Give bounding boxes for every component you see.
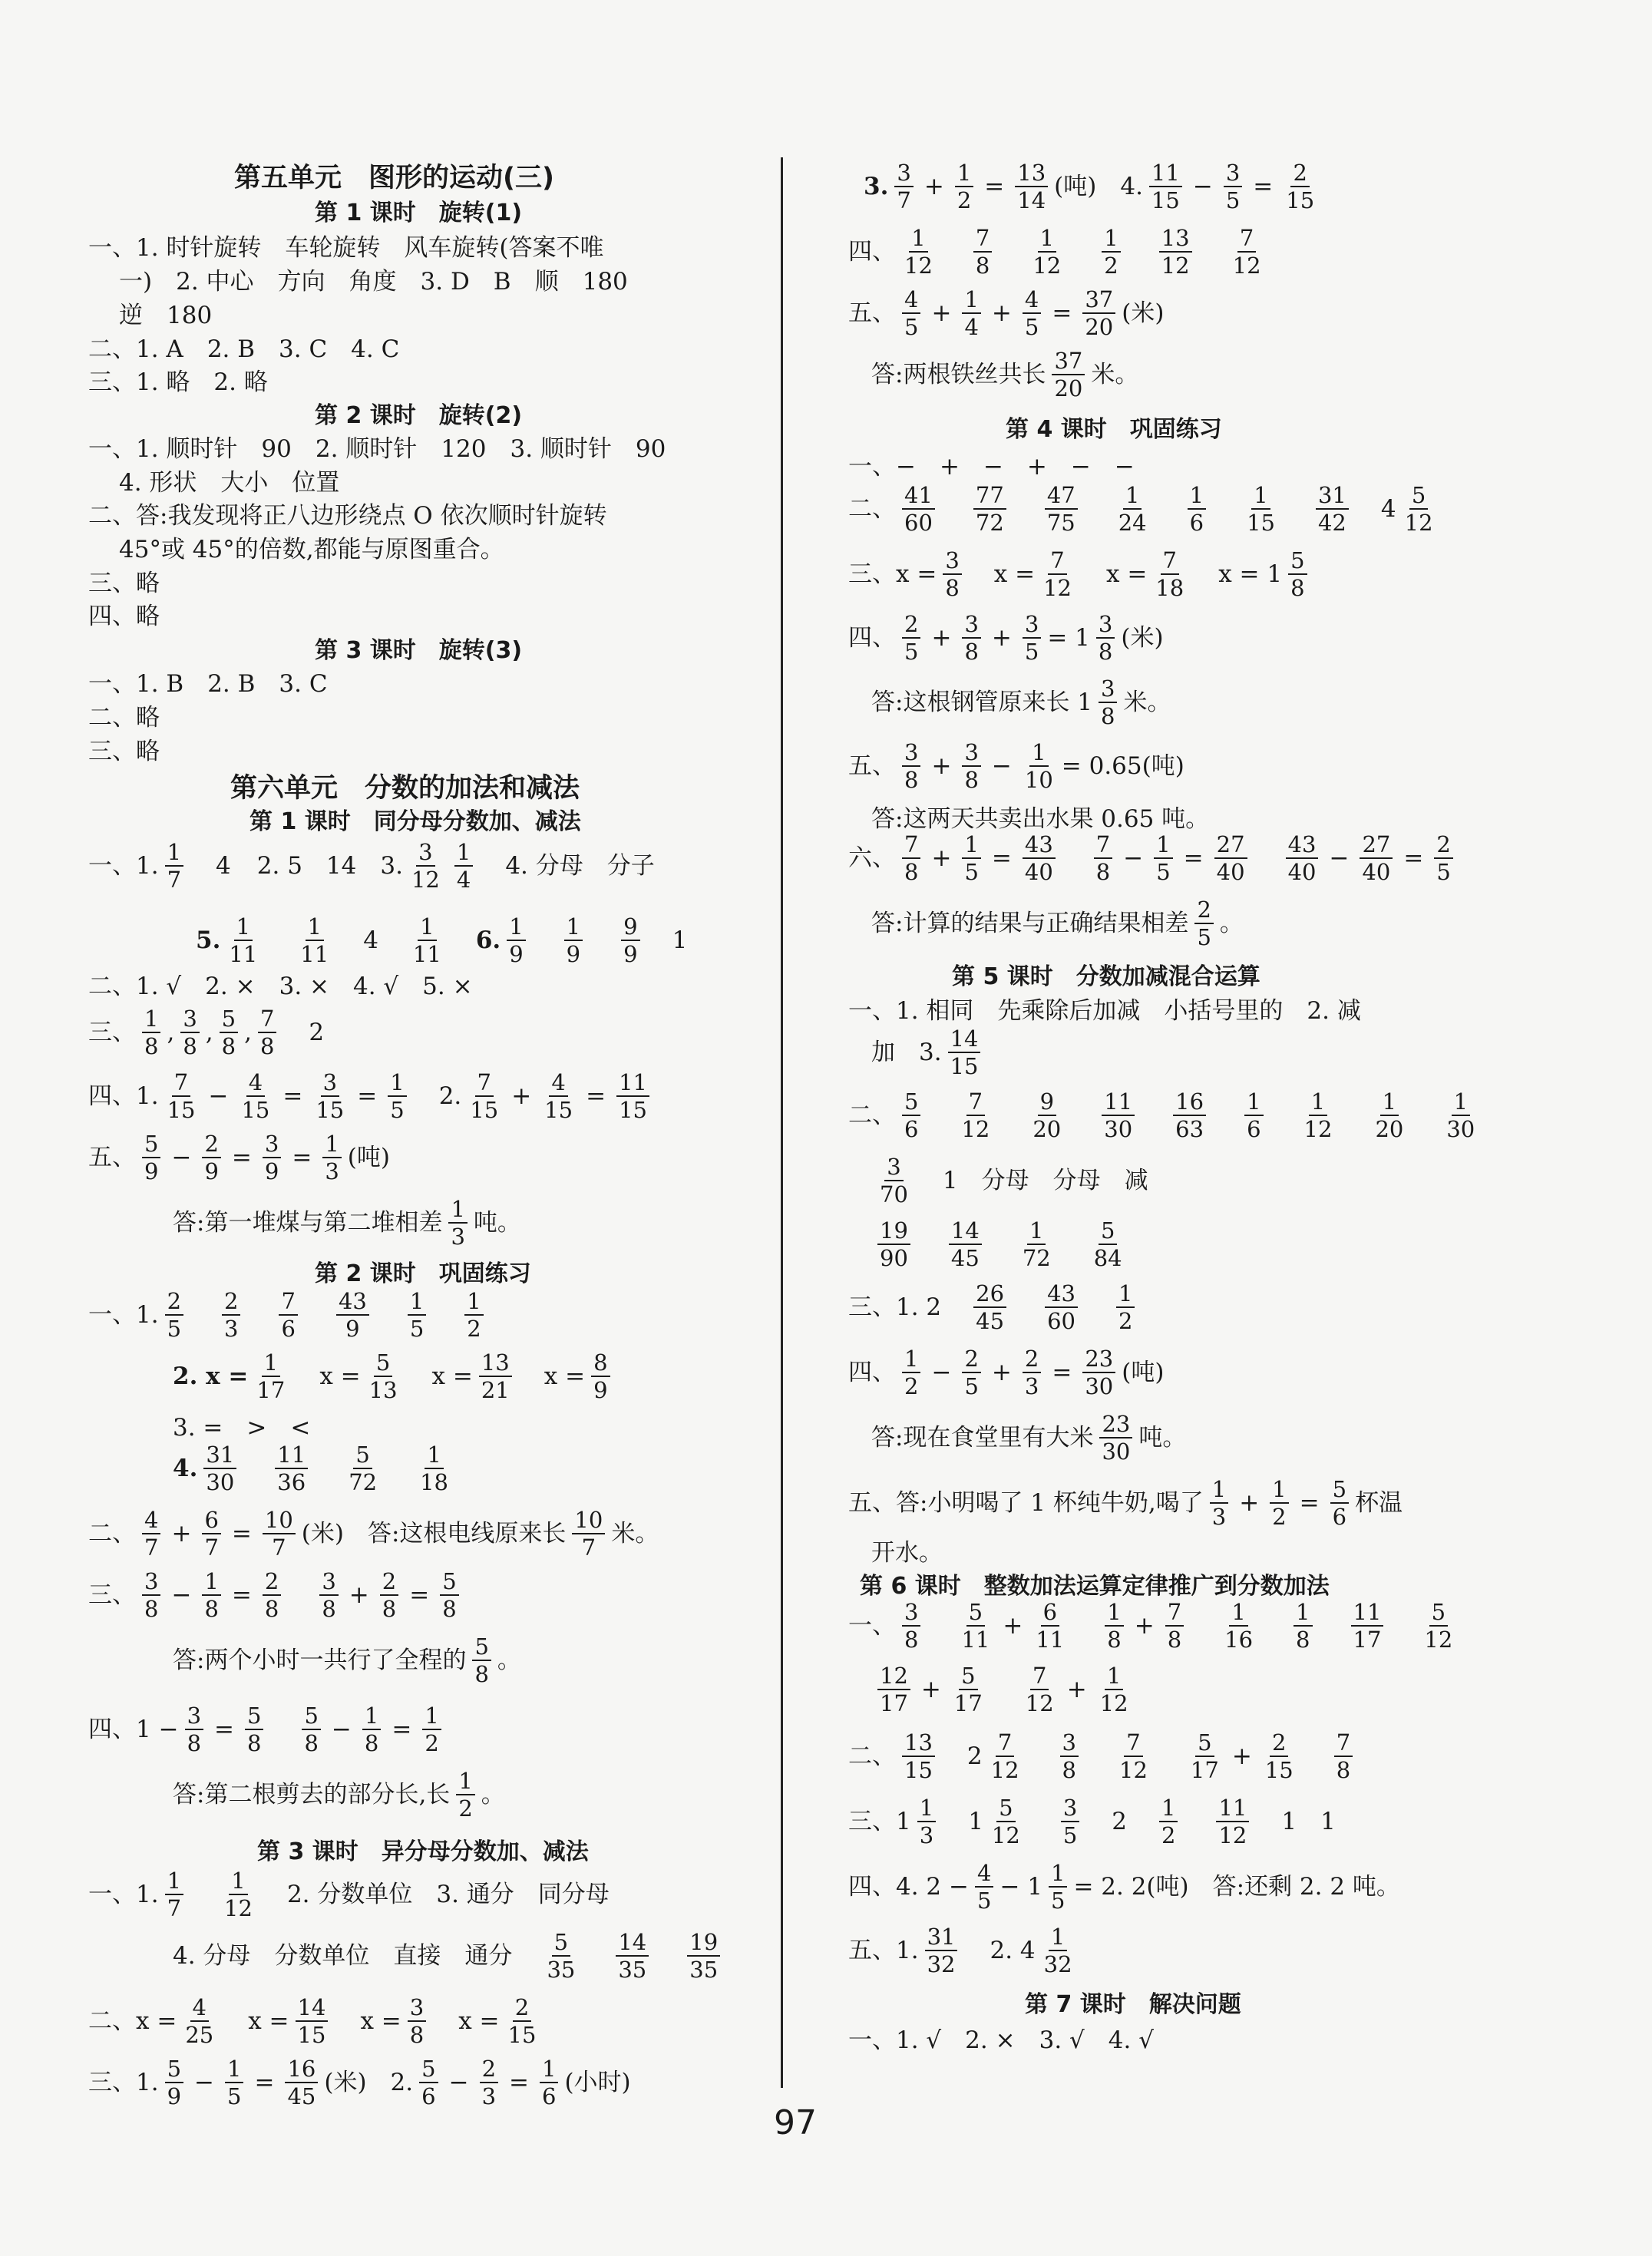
lesson4-title: 第 4 课时 巩固练习 xyxy=(1006,416,1222,443)
answer-line: 答:两根铁丝共长 $\frac{37}{20}$ 米。 xyxy=(871,348,1139,402)
answer-line: 4. $\frac{31}{30}$ $\frac{11}{36}$ $\frac{5}{72}$ $\frac{1}{18}$ xyxy=(173,1442,448,1496)
answer-line: 六、 $\frac{7}{8}$ + $\frac{1}{5}$ = $\frac{43}{40}$ $\frac{7}{8}$ − $\frac{1}{5}$ = $\frac{27}{40}$ $\frac{43}{40}$ − $\frac{27}{40}$ = $\frac{2}{5}$ xyxy=(848,833,1459,884)
answer-line: 二、1. A 2. B 3. C 4. C xyxy=(88,335,400,363)
answer-line: 四、略 xyxy=(88,603,160,630)
answer-line: 二、 $\frac{4}{7}$ + $\frac{6}{7}$ = $\frac{10}{7}$ (米) 答:这根电线原来长 $\frac{10}{7}$ 米。 xyxy=(88,1507,659,1561)
answer-line: 答:这根钢管原来长 1 $\frac{3}{8}$ 米。 xyxy=(871,675,1171,730)
answer-line: 五、 $\frac{4}{5}$ + $\frac{1}{4}$ + $\frac{4}{5}$ = $\frac{37}{20}$ (米) xyxy=(848,286,1165,341)
answer-line: 4. 形状 大小 位置 xyxy=(119,469,340,497)
answer-line: 四、1. $\frac{7}{15}$ − $\frac{4}{15}$ = $\frac{3}{15}$ = $\frac{1}{5}$ 2. $\frac{7}{15}$ + $\frac{4}{15}$ = $\frac{11}{15}$ xyxy=(88,1071,656,1122)
answer-line: 一、1. √ 2. × 3. √ 4. √ xyxy=(848,2026,1154,2054)
answer-line: 3. $\frac{3}{7}$ + $\frac{1}{2}$ = $\frac{13}{14}$ (吨) 4. $\frac{11}{15}$ − $\frac{3}{5}$ = $\frac{2}{15}$ xyxy=(864,160,1315,214)
answer-line: 四、 $\frac{1}{2}$ − $\frac{2}{5}$ + $\frac{2}{3}$ = $\frac{23}{30}$ (吨) xyxy=(848,1346,1165,1400)
answer-line: 五、 $\frac{3}{8}$ + $\frac{3}{8}$ − $\frac{1}{10}$ = 0.65(吨) xyxy=(848,739,1184,794)
answer-line: 一、1. B 2. B 3. C xyxy=(88,670,328,698)
answer-line: 开水。 xyxy=(871,1539,943,1567)
unit6-title: 第六单元 分数的加法和减法 xyxy=(230,773,580,804)
answer-line: 四、 $\frac{1}{12}$ $\frac{7}{8}$ $\frac{1}{12}$ $\frac{1}{2}$ $\frac{13}{12}$ $\frac{7}{12}$ xyxy=(848,225,1261,279)
unit5-lesson2-title: 第 2 课时 旋转(2) xyxy=(315,402,523,429)
unit5-lesson3-title: 第 3 课时 旋转(3) xyxy=(315,637,523,664)
answer-line: 答:第一堆煤与第二堆相差 $\frac{1}{3}$ 吨。 xyxy=(173,1196,521,1250)
unit5-title: 第五单元 图形的运动(三) xyxy=(234,163,554,193)
answer-line: 三、略 xyxy=(88,738,160,765)
answer-line: 加 3. $\frac{14}{15}$ xyxy=(871,1027,986,1078)
answer-line: 4. 分母 分数单位 直接 通分 $\frac{5}{35}$ $\frac{14}{35}$ $\frac{19}{35}$ xyxy=(173,1931,726,1982)
answer-line: 答:第二根剪去的部分长,长 $\frac{1}{2}$ 。 xyxy=(173,1768,505,1822)
answer-line: 五、答:小明喝了 1 杯纯牛奶,喝了 $\frac{1}{3}$ + $\frac{1}{2}$ = $\frac{5}{6}$ 杯温 xyxy=(848,1476,1403,1531)
unit6-lesson2-title: 第 2 课时 巩固练习 xyxy=(315,1260,531,1287)
page-number: 97 xyxy=(774,2103,817,2142)
answer-line: $\frac{19}{90}$ $\frac{14}{45}$ $\frac{1}{72}$ $\frac{5}{84}$ xyxy=(871,1219,1131,1270)
answer-line: 一、1. $\frac{2}{5}$ $\frac{2}{3}$ $\frac{7}{6}$ $\frac{43}{9}$ $\frac{1}{5}$ $\frac{1}{2}$ xyxy=(88,1290,490,1341)
lesson7-title: 第 7 课时 解决问题 xyxy=(1025,1991,1241,2018)
answer-line: 三、1. 略 2. 略 xyxy=(88,368,268,396)
answer-line: 三、1. $\frac{5}{9}$ − $\frac{1}{5}$ = $\frac{16}{45}$ (米) 2. $\frac{5}{6}$ − $\frac{2}{3}$ = $\frac{1}{6}$ (小时) xyxy=(88,2056,631,2110)
answer-line: 一、1. $\frac{1}{7}$ $\frac{1}{12}$ 2. 分数单位 3. 通分 同分母 xyxy=(88,1868,610,1922)
answer-line: 二、略 xyxy=(88,704,160,732)
answer-line: 3. = > < xyxy=(173,1414,311,1442)
answer-line: 五、1. $\frac{31}{32}$ 2. 4 $\frac{1}{32}$ xyxy=(848,1924,1072,1978)
lesson5-title: 第 5 课时 分数加减混合运算 xyxy=(952,963,1260,990)
answer-line: 二、 $\frac{41}{60}$ $\frac{77}{72}$ $\frac{47}{75}$ $\frac{1}{24}$ $\frac{1}{6}$ $\frac{1}{15}$ $\frac{31}{42}$ 4 $\frac{5}{12}$ xyxy=(848,482,1433,537)
answer-line: 逆 180 xyxy=(119,302,213,329)
answer-line: 答:两个小时一共行了全程的 $\frac{5}{8}$ 。 xyxy=(173,1633,521,1688)
answer-line: 答:这两天共卖出水果 0.65 吨。 xyxy=(871,805,1210,833)
answer-line: 答:计算的结果与正确结果相差 $\frac{2}{5}$ 。 xyxy=(871,897,1244,951)
answer-line: $\frac{12}{17}$ + $\frac{5}{17}$ $\frac{7}{12}$ + $\frac{1}{12}$ xyxy=(871,1664,1137,1716)
answer-line: 二、 $\frac{5}{6}$ $\frac{7}{12}$ $\frac{9}{20}$ $\frac{11}{30}$ $\frac{16}{63}$ $\frac{1}{6}$ $\frac{1}{12}$ $\frac{1}{20}$ $\frac{1}{30}$ xyxy=(848,1088,1475,1143)
column-divider xyxy=(781,157,783,2088)
answer-line: 三、 $\frac{3}{8}$ − $\frac{1}{8}$ = $\frac{2}{8}$ $\frac{3}{8}$ + $\frac{2}{8}$ = $\frac{5}{8}$ xyxy=(88,1570,465,1621)
answer-line: 一、1. $\frac{1}{7}$ 4 2. 5 14 3. $\frac{3}{12}$ $\frac{1}{4}$ 4. 分母 分子 xyxy=(88,839,655,893)
answer-line: 四、4. 2 − $\frac{4}{5}$ − 1 $\frac{1}{5}$ = 2. 2(吨) 答:还剩 2. 2 吨。 xyxy=(848,1860,1400,1914)
answer-line: 一、− + − + − − xyxy=(848,453,1135,481)
answer-line: 三、略 xyxy=(88,570,160,597)
unit5-lesson1-title: 第 1 课时 旋转(1) xyxy=(315,200,523,226)
answer-line: 四、 $\frac{2}{5}$ + $\frac{3}{8}$ + $\frac{3}{5}$ = 1 $\frac{3}{8}$ (米) xyxy=(848,611,1164,666)
answer-line: 45°或 45°的倍数,都能与原图重合。 xyxy=(119,536,504,563)
answer-line: 五、 $\frac{5}{9}$ − $\frac{2}{9}$ = $\frac{3}{9}$ = $\frac{1}{3}$ (吨) xyxy=(88,1131,390,1185)
answer-line: 一、 $\frac{3}{8}$ $\frac{5}{11}$ + $\frac{6}{11}$ $\frac{1}{8}$ + $\frac{7}{8}$ $\frac{1}{16}$ $\frac{1}{8}$ $\frac{11}{17}$ $\frac{5}{12}$ xyxy=(848,1599,1453,1653)
answer-line: 答:现在食堂里有大米 $\frac{23}{30}$ 吨。 xyxy=(871,1411,1187,1465)
answer-line: 5. $\frac{1}{11}$ $\frac{1}{11}$ 4 $\frac{1}{11}$ 6. $\frac{1}{9}$ $\frac{1}{9}$ $\frac{9}{9}$ 1 xyxy=(196,913,688,968)
answer-line: 二、x = $\frac{4}{25}$ x = $\frac{14}{15}$ x = $\frac{3}{8}$ x = $\frac{2}{15}$ xyxy=(88,1994,537,2049)
unit6-lesson1-title: 第 1 课时 同分母分数加、减法 xyxy=(249,808,581,835)
answer-line: 一、1. 时针旋转 车轮旋转 风车旋转(答案不唯 xyxy=(88,234,604,262)
unit6-lesson3-title: 第 3 课时 异分母分数加、减法 xyxy=(257,1838,589,1865)
answer-line: 二、答:我发现将正八边形绕点 O 依次顺时针旋转 xyxy=(88,502,607,530)
answer-line: 三、1 $\frac{1}{3}$ 1 $\frac{5}{12}$ $\frac{3}{5}$ 2 $\frac{1}{2}$ $\frac{11}{12}$ 1 1 xyxy=(848,1795,1336,1849)
answer-line: 一、1. 顺时针 90 2. 顺时针 120 3. 顺时针 90 xyxy=(88,435,666,463)
answer-line: 三、x = $\frac{3}{8}$ x = $\frac{7}{12}$ x = $\frac{7}{18}$ x = 1 $\frac{5}{8}$ xyxy=(848,549,1313,600)
answer-line: 三、 $\frac{1}{8}$ , $\frac{3}{8}$ , $\frac{5}{8}$ , $\frac{7}{8}$ 2 xyxy=(88,1006,325,1060)
answer-line: 2. x = $\frac{1}{17}$ x = $\frac{5}{13}$ x = $\frac{13}{21}$ x = $\frac{8}{9}$ xyxy=(173,1351,616,1402)
answer-line: 一) 2. 中心 方向 角度 3. D B 顺 180 xyxy=(119,268,628,296)
answer-line: $\frac{3}{70}$ 1 分母 分母 减 xyxy=(880,1154,1148,1208)
answer-line: 一、1. 相同 先乘除后加减 小括号里的 2. 减 xyxy=(848,997,1361,1025)
answer-line: 二、 $\frac{13}{15}$ 2 $\frac{7}{12}$ $\frac{3}{8}$ $\frac{7}{12}$ $\frac{5}{17}$ + $\frac{2}{15}$ $\frac{7}{8}$ xyxy=(848,1731,1359,1782)
answer-line: 二、1. √ 2. × 3. × 4. √ 5. × xyxy=(88,973,473,1000)
answer-line: 三、1. 2 $\frac{26}{45}$ $\frac{43}{60}$ $\frac{1}{2}$ xyxy=(848,1282,1141,1333)
lesson6-title: 第 6 课时 整数加法运算定律推广到分数加法 xyxy=(860,1573,1330,1600)
answer-line: 四、1 − $\frac{3}{8}$ = $\frac{5}{8}$ $\frac{5}{8}$ − $\frac{1}{8}$ = $\frac{1}{2}$ xyxy=(88,1704,448,1756)
